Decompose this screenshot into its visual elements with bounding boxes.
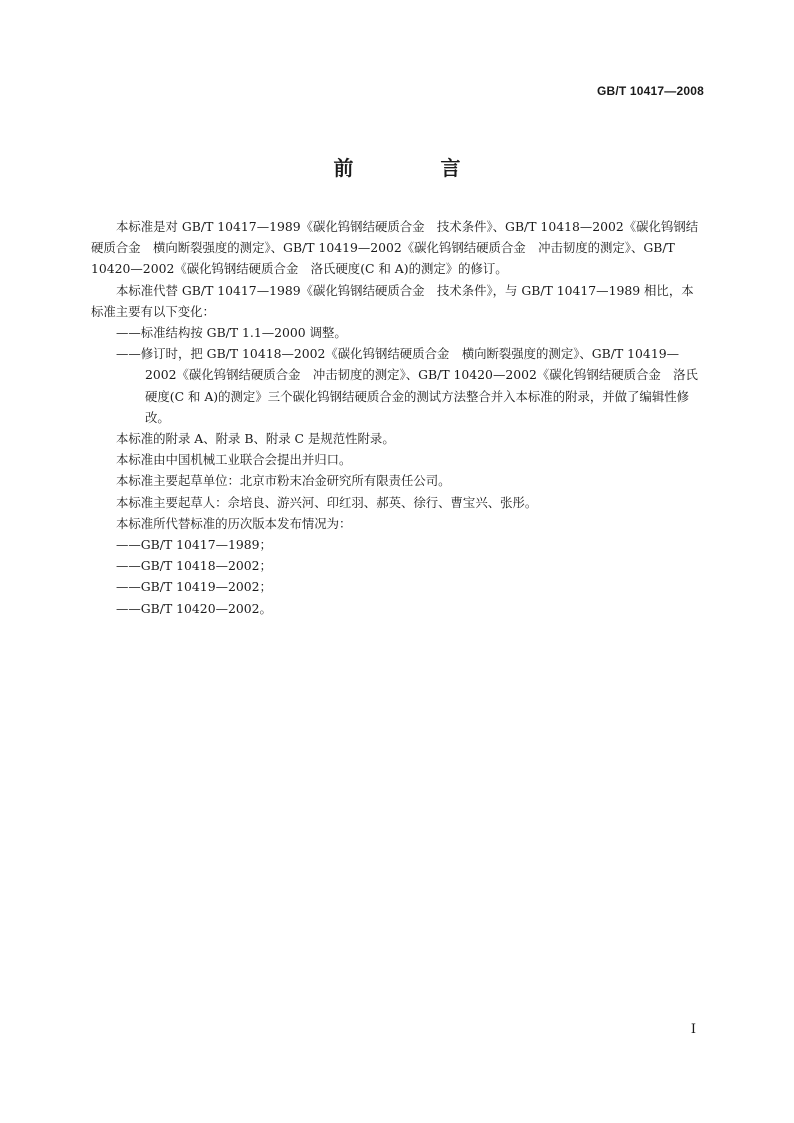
history-item: ——GB/T 10419—2002；: [116, 579, 272, 595]
paragraph-annex: 本标准的附录 A、附录 B、附录 C 是规范性附录。: [116, 431, 395, 447]
history-item: ——GB/T 10420—2002。: [116, 600, 272, 616]
paragraph-drafting-unit: 本标准主要起草单位：北京市粉末冶金研究所有限责任公司。: [116, 473, 451, 489]
paragraph-revision: 本标准是对 GB/T 10417—1989《碳化钨钢结硬质合金 技术条件》、GB/T 10418—2002《碳化钨钢结硬质合金 横向断裂强度的测定》、GB/T 10419—2002《碳化钨钢结硬质合金 冲击韧度的测定》、GB/T 10420—2002《碳化钨钢结硬质合金 洛氏硬度(C 和 A)的测定》的修订。: [91, 219, 699, 277]
paragraph-history-intro: 本标准所代替标准的历次版本发布情况为：: [116, 515, 352, 531]
page-number: I: [690, 1022, 696, 1037]
change-item: ——标准结构按 GB/T 1.1—2000 调整。: [116, 325, 347, 341]
change-item: ——修订时，把 GB/T 10418—2002《碳化钨钢结硬质合金 横向断裂强度的测定》、GB/T 10419—2002《碳化钨钢结硬质合金 冲击韧度的测定》、GB/T 10420—2002《碳化钨钢结硬质合金 洛氏硬度(C 和 A)的测定》三个碳化钨钢结硬质合金的测试方法整合并入本标准的附录，并做了编辑性修改。: [116, 346, 698, 425]
history-item: ——GB/T 10417—1989；: [116, 537, 272, 553]
history-item: ——GB/T 10418—2002；: [116, 558, 272, 574]
paragraph-proposer: 本标准由中国机械工业联合会提出并归口。: [116, 452, 352, 468]
page-title: 前 言: [333, 156, 501, 180]
paragraph-drafters: 本标准主要起草人：佘培良、游兴河、印红羽、郝英、徐行、曹宝兴、张彤。: [116, 494, 538, 510]
standard-code: GB/T 10417—2008: [596, 84, 704, 98]
foreword-body: [91, 216, 705, 619]
paragraph-replacement: 本标准代替 GB/T 10417—1989《碳化钨钢结硬质合金 技术条件》，与 GB/T 10417—1989 相比，本标准主要有以下变化：: [91, 282, 694, 319]
